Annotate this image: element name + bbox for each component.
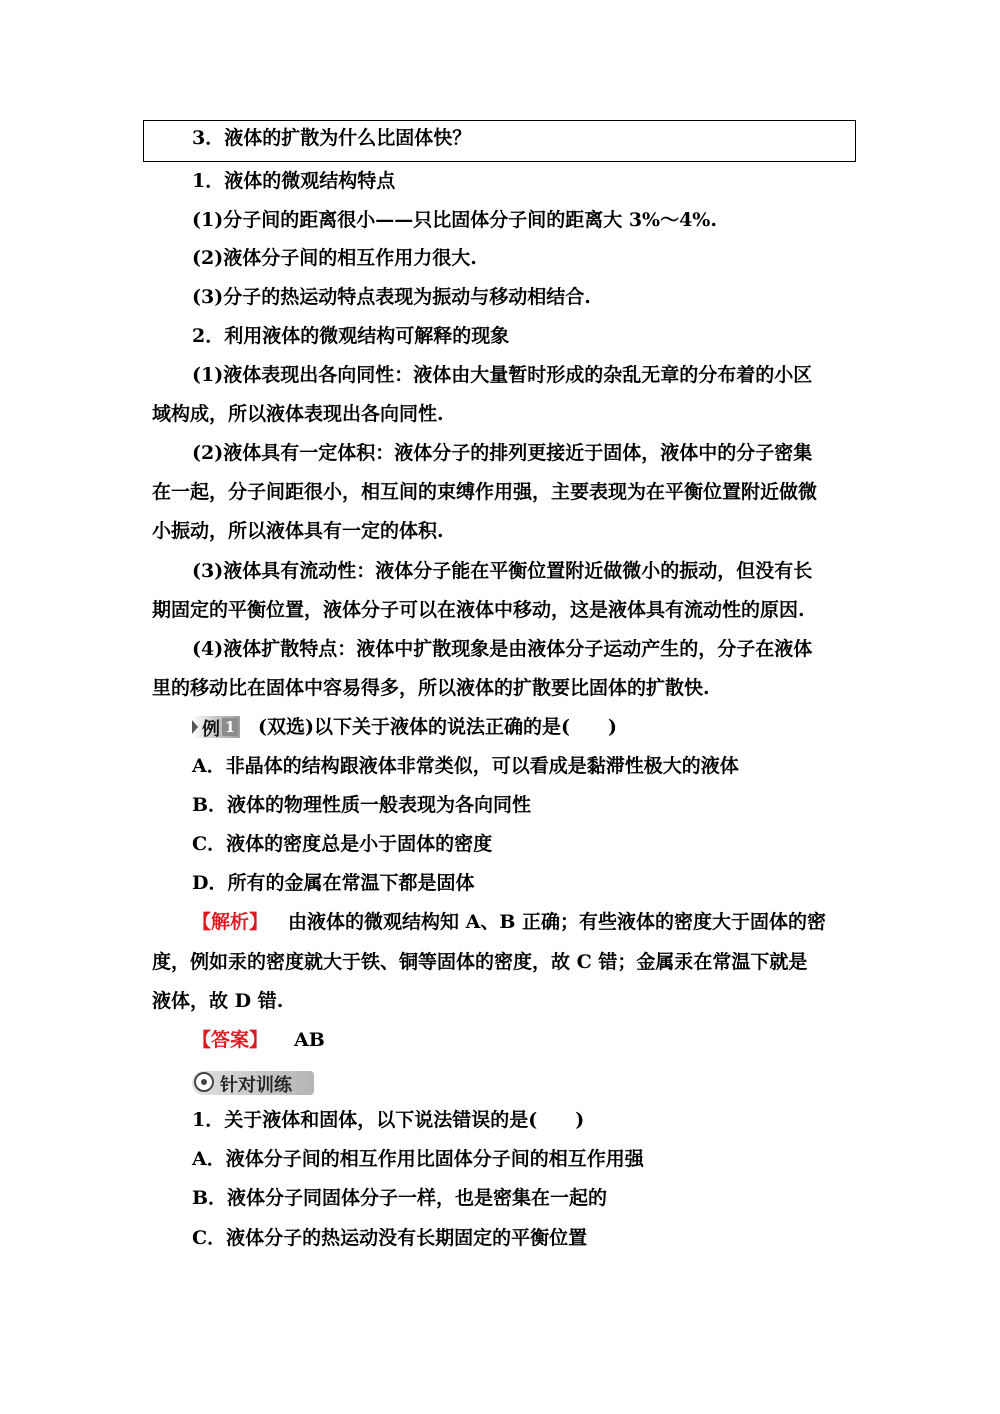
paragraph-line: 在一起，分子间距很小，相互间的束缚作用强，主要表现为在平衡位置附近做微 xyxy=(152,481,818,503)
example-tag-label: 例 xyxy=(202,719,220,740)
example-question: (双选)以下关于液体的说法正确的是( ) xyxy=(258,716,617,738)
section1-heading: 1．液体的微观结构特点 xyxy=(192,170,396,192)
section1-item: (1)分子间的距离很小——只比固体分子间的距离大 3%～4%. xyxy=(192,209,717,231)
example-option: D．所有的金属在常温下都是固体 xyxy=(192,872,475,894)
example-option: B．液体的物理性质一般表现为各向同性 xyxy=(192,794,532,816)
analysis-line: 由液体的微观结构知 A、B 正确；有些液体的密度大于固体的密 xyxy=(288,911,827,933)
answer-value: AB xyxy=(294,1029,325,1051)
training-option: C．液体分子的热运动没有长期固定的平衡位置 xyxy=(192,1227,588,1249)
analysis-tag: 【解析】 xyxy=(192,911,269,933)
training-tag-label: 针对训练 xyxy=(220,1075,292,1096)
example-option: C．液体的密度总是小于固体的密度 xyxy=(192,833,493,855)
paragraph-line: (2)液体具有一定体积：液体分子的排列更接近于固体，液体中的分子密集 xyxy=(192,442,813,464)
training-option: B．液体分子同固体分子一样，也是密集在一起的 xyxy=(192,1187,608,1209)
answer-tag: 【答案】 xyxy=(192,1029,269,1051)
section2-heading: 2．利用液体的微观结构可解释的现象 xyxy=(192,325,510,347)
target-icon xyxy=(194,1072,214,1092)
analysis-line: 度，例如汞的密度就大于铁、铜等固体的密度，故 C 错；金属汞在常温下就是 xyxy=(152,951,808,973)
paragraph-line: 域构成，所以液体表现出各向同性. xyxy=(152,403,444,425)
paragraph-line: (1)液体表现出各向同性：液体由大量暂时形成的杂乱无章的分布着的小区 xyxy=(192,364,813,386)
analysis-line: 液体，故 D 错. xyxy=(152,990,284,1012)
training-option: A．液体分子间的相互作用比固体分子间的相互作用强 xyxy=(192,1148,644,1170)
paragraph-line: 小振动，所以液体具有一定的体积. xyxy=(152,520,444,542)
section1-item: (2)液体分子间的相互作用力很大. xyxy=(192,247,477,269)
paragraph-line: (4)液体扩散特点：液体中扩散现象是由液体分子运动产生的，分子在液体 xyxy=(192,638,813,660)
section1-item: (3)分子的热运动特点表现为振动与移动相结合. xyxy=(192,286,591,308)
paragraph-line: 里的移动比在固体中容易得多，所以液体的扩散要比固体的扩散快. xyxy=(152,677,710,699)
boxed-question: 3．液体的扩散为什么比固体快？ xyxy=(192,127,472,149)
example-option: A．非晶体的结构跟液体非常类似，可以看成是黏滞性极大的液体 xyxy=(192,755,739,777)
training-question: 1．关于液体和固体，以下说法错误的是( ) xyxy=(192,1109,585,1131)
example-tag xyxy=(192,716,240,738)
example-tag-number: 1 xyxy=(222,718,238,736)
paragraph-line: (3)液体具有流动性：液体分子能在平衡位置附近做微小的振动，但没有长 xyxy=(192,560,813,582)
paragraph-line: 期固定的平衡位置，液体分子可以在液体中移动，这是液体具有流动性的原因. xyxy=(152,599,805,621)
training-tag xyxy=(192,1071,314,1095)
triangle-icon xyxy=(192,720,198,734)
